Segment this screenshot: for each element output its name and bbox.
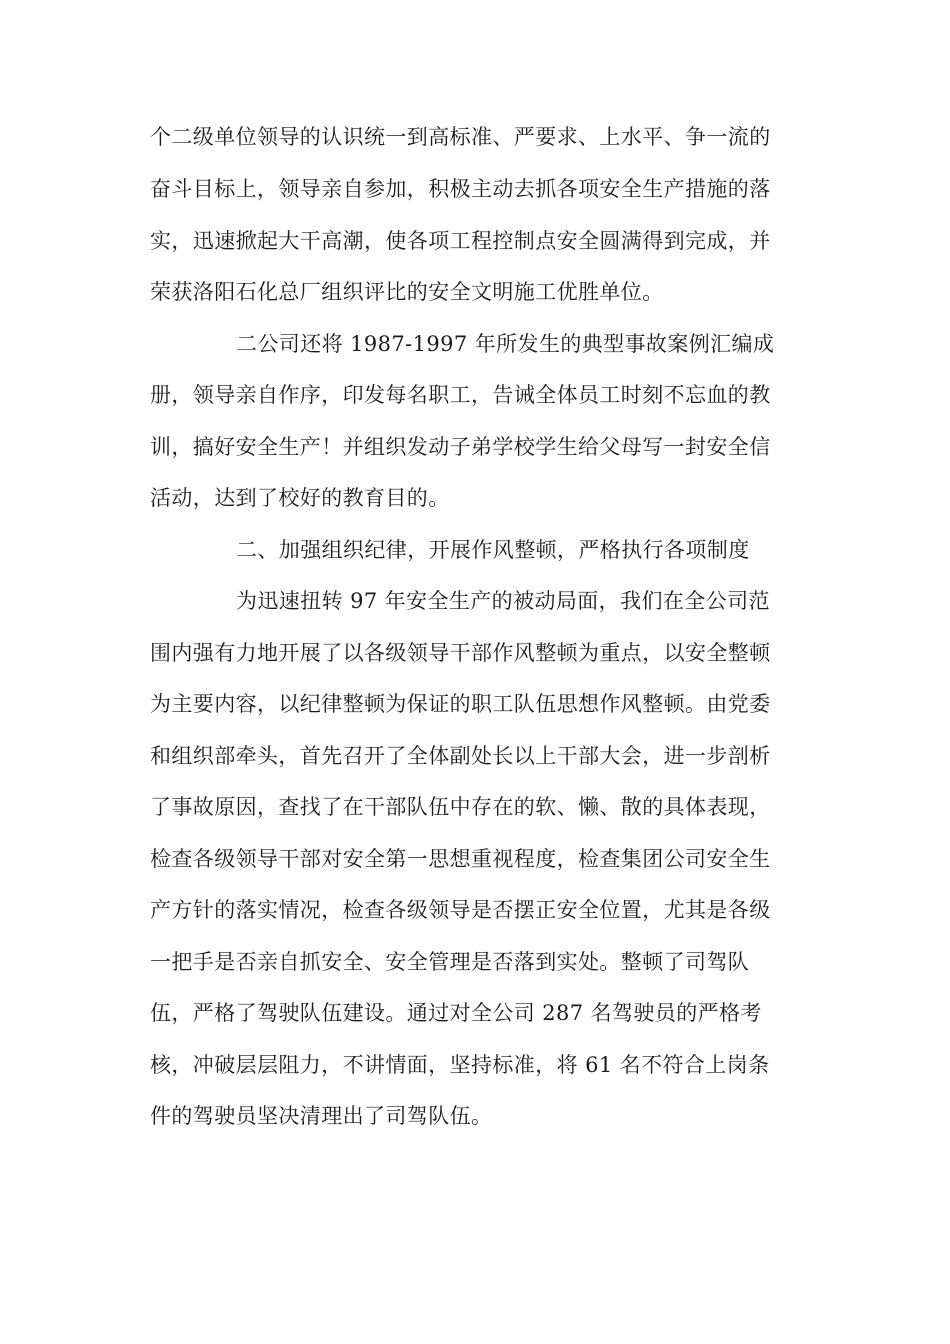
text-line: 和组织部牵头，首先召开了全体副处长以上干部大会，进一步剖析 bbox=[150, 744, 771, 768]
text-line: 围内强有力地开展了以各级领导干部作风整顿为重点，以安全整顿 bbox=[150, 641, 771, 665]
paragraph-first-line: 二公司还将 1987-1997 年所发生的典型事故案例汇编成 bbox=[236, 332, 775, 356]
text-line: 一把手是否亲自抓安全、安全管理是否落到实处。整顿了司驾队 bbox=[150, 950, 750, 974]
text-line: 件的驾驶员坚决清理出了司驾队伍。 bbox=[150, 1104, 493, 1128]
text-line: 册，领导亲自作序，印发每名职工，告诫全体员工时刻不忘血的教 bbox=[150, 383, 771, 407]
text-line: 为主要内容，以纪律整顿为保证的职工队伍思想作风整顿。由党委 bbox=[150, 692, 771, 716]
section-heading: 二、加强组织纪律，开展作风整顿，严格执行各项制度 bbox=[236, 538, 750, 562]
text-line: 荣获洛阳石化总厂组织评比的安全文明施工优胜单位。 bbox=[150, 280, 664, 304]
text-line: 核，冲破层层阻力，不讲情面，坚持标准，将 61 名不符合上岗条 bbox=[150, 1053, 770, 1077]
text-line: 产方针的落实情况，检查各级领导是否摆正安全位置，尤其是各级 bbox=[150, 898, 771, 922]
paragraph-first-line: 为迅速扭转 97 年安全生产的被动局面，我们在全公司范 bbox=[236, 589, 770, 613]
text-line: 活动，达到了校好的教育目的。 bbox=[150, 486, 450, 510]
text-line: 了事故原因，查找了在干部队伍中存在的软、懒、散的具体表现， bbox=[150, 795, 771, 819]
text-line: 训，搞好安全生产！并组织发动子弟学校学生给父母写一封安全信 bbox=[150, 435, 771, 459]
text-line: 个二级单位领导的认识统一到高标准、严要求、上水平、争一流的 bbox=[150, 125, 771, 149]
text-line: 检查各级领导干部对安全第一思想重视程度，检查集团公司安全生 bbox=[150, 847, 771, 871]
text-line: 实，迅速掀起大干高潮，使各项工程控制点安全圆满得到完成，并 bbox=[150, 229, 771, 253]
text-line: 伍，严格了驾驶队伍建设。通过对全公司 287 名驾驶员的严格考 bbox=[150, 1001, 762, 1025]
text-line: 奋斗目标上，领导亲自参加，积极主动去抓各项安全生产措施的落 bbox=[150, 177, 771, 201]
